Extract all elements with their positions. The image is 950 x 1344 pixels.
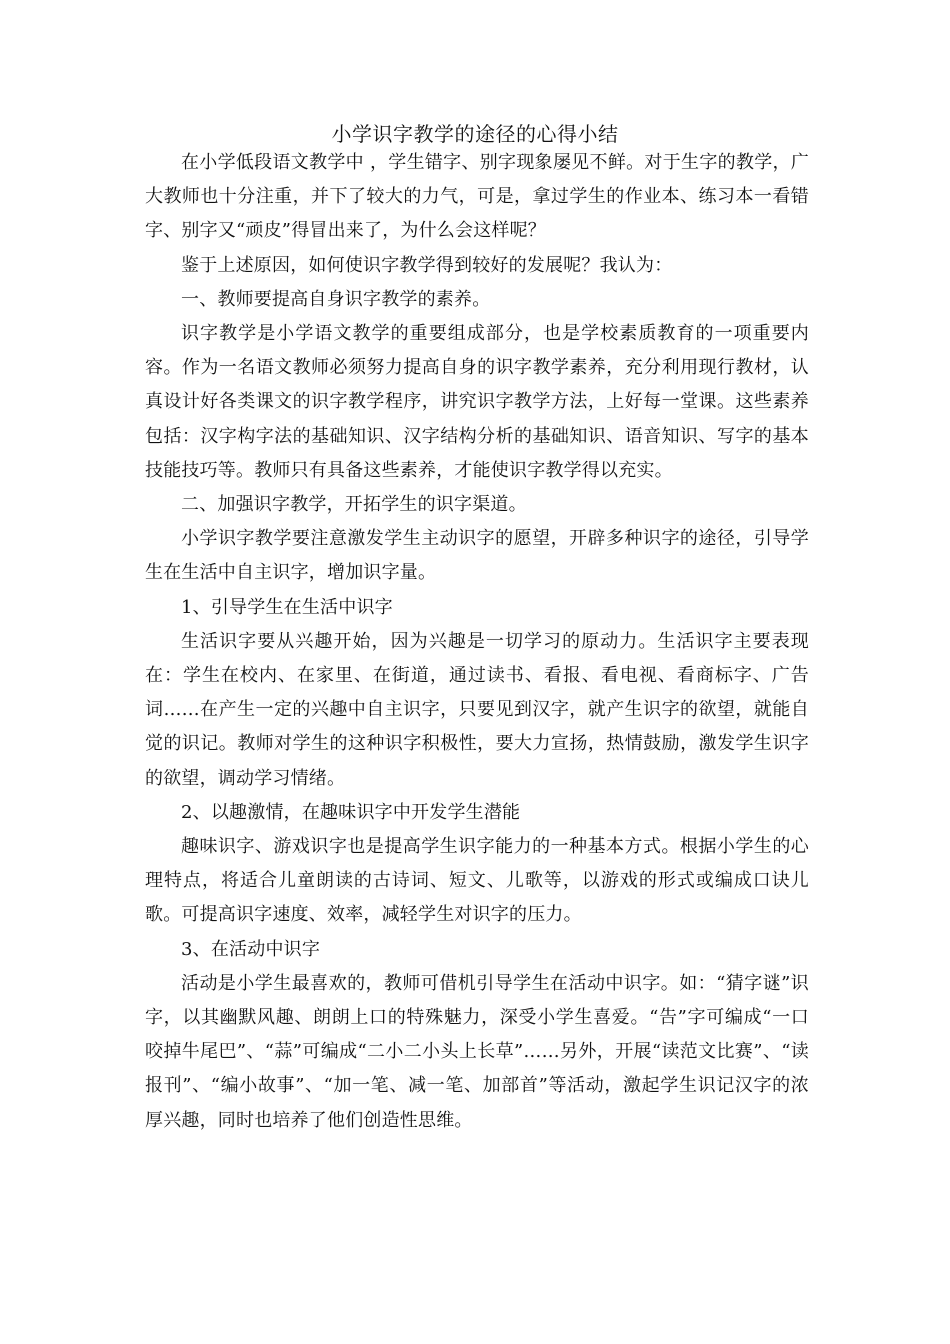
document-body: [145, 146, 809, 1138]
section-heading: 一、教师要提高自身识字教学的素养。: [181, 288, 491, 310]
document-title: 小学识字教学的途径的心得小结: [331, 122, 619, 146]
paragraph: 趣味识字、游戏识字也是提高学生识字能力的一种基本方式。根据小学生的心理特点，将适合儿童朗读的古诗词、短文、儿歌等，以游戏的形式或编成口诀儿歌。可提高识字速度、效率，减轻学生对识字的压力。: [145, 836, 809, 926]
subsection-heading: 2、以趣激情，在趣味识字中开发学生潜能: [181, 801, 521, 823]
paragraph: 识字教学是小学语文教学的重要组成部分，也是学校素质教育的一项重要内容。作为一名语文教师必须努力提高自身的识字教学素养，充分利用现行教材，认真设计好各类课文的识字教学程序，讲究识字教学方法，上好每一堂课。这些素养包括：汉字构字法的基础知识、汉字结构分析的基础知识、语音知识、写字的基本技能技巧等。教师只有具备这些素养，才能使识字教学得以充实。: [145, 323, 809, 481]
paragraph: 在小学低段语文教学中 ，学生错字、别字现象屡见不鲜。对于生字的教学，广大教师也十分注重，并下了较大的力气，可是，拿过学生的作业本、练习本一看错字、别字又“顽皮”得冒出来了，为什么会这样呢？: [145, 152, 809, 242]
subsection-heading: 3、在活动中识字: [181, 938, 321, 960]
paragraph: 活动是小学生最喜欢的，教师可借机引导学生在活动中识字。如：“猜字谜”识字，以其幽默风趣、朗朗上口的特殊魅力，深受小学生喜爱。“告”字可编成“一口咬掉牛尾巴”、“蒜”可编成“二小二小头上长草”……另外，开展“读范文比赛”、“读报刊”、“编小故事”、“加一笔、减一笔、加部首”等活动，激起学生识记汉字的浓厚兴趣，同时也培养了他们创造性思维。: [145, 972, 809, 1131]
paragraph: 生活识字要从兴趣开始，因为兴趣是一切学习的原动力。生活识字主要表现在：学生在校内、在家里、在街道，通过读书、看报、看电视、看商标字、广告词……在产生一定的兴趣中自主识字，只要见到汉字，就产生识字的欲望，就能自觉的识记。教师对学生的这种识字积极性，要大力宣扬，热情鼓励，激发学生识字的欲望，调动学习情绪。: [145, 630, 809, 789]
subsection-heading: 1、引导学生在生活中识字: [181, 596, 393, 618]
paragraph: 小学识字教学要注意激发学生主动识字的愿望，开辟多种识字的途径，引导学生在生活中自主识字，增加识字量。: [145, 528, 809, 584]
paragraph: 鉴于上述原因，如何使识字教学得到较好的发展呢？我认为：: [181, 254, 673, 276]
section-heading: 二、加强识字教学，开拓学生的识字渠道。: [181, 494, 527, 516]
